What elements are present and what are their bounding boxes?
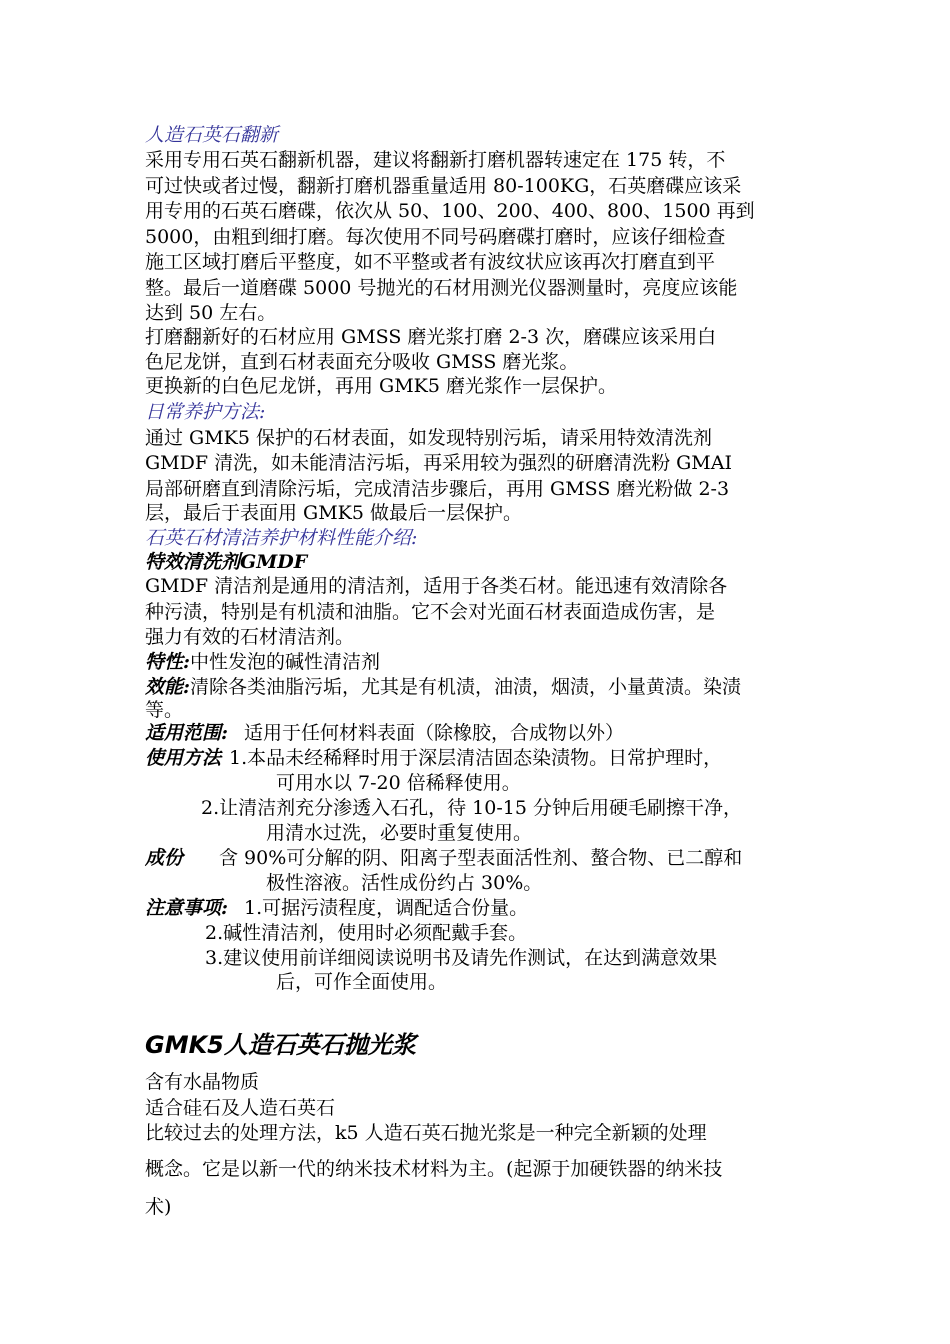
paragraph-line: 比较过去的处理方法，k5 人造石英石抛光浆是一种完全新颖的处理 (145, 1122, 707, 1144)
notes-label: 注意事项: (145, 897, 229, 919)
section-heading-materials: 石英石材清洁养护材料性能介绍: (145, 527, 418, 549)
paragraph-line: 采用专用石英石翻新机器，建议将翻新打磨机器转速定在 175 转，不 (145, 149, 726, 171)
paragraph-line: 层，最后于表面用 GMK5 做最后一层保护。 (145, 502, 522, 524)
paragraph-line: GMDF 清洗，如未能清洁污垢，再采用较为强烈的研磨清洗粉 GMAI (145, 452, 732, 474)
note-1: 1.可据污渍程度，调配适合份量。 (244, 897, 529, 919)
usage-step-2: 2.让清洁剂充分渗透入石孔，待 10-15 分钟后用硬毛刷擦干净， (201, 797, 742, 819)
composition-label: 成份 (145, 847, 184, 869)
paragraph-line: 含有水晶物质 (145, 1071, 260, 1093)
paragraph-line: 用专用的石英石磨碟，依次从 50、100、200、400、800、1500 再到 (145, 200, 755, 222)
effect-row (145, 675, 741, 699)
paragraph-line: 施工区域打磨后平整度，如不平整或者有波纹状应该再次打磨直到平 (145, 251, 716, 273)
section-heading-daily-care: 日常养护方法: (145, 401, 266, 423)
paragraph-line: 5000，由粗到细打磨。每次使用不同号码磨碟打磨时，应该仔细检查 (145, 226, 726, 248)
paragraph-line: 可过快或者过慢，翻新打磨机器重量适用 80-100KG，石英磨碟应该采 (145, 175, 742, 197)
composition-text: 含 90%可分解的阴、阳离子型表面活性剂、螯合物、已二醇和 (219, 847, 743, 869)
effect-text-continued: 等。 (145, 699, 184, 721)
paragraph-line: 适合硅石及人造石英石 (145, 1097, 336, 1119)
paragraph-line: 强力有效的石材清洁剂。 (145, 626, 355, 648)
scope-row (145, 721, 624, 745)
paragraph-line: 色尼龙饼，直到石材表面充分吸收 GMSS 磨光浆。 (145, 351, 579, 373)
composition-row (145, 846, 742, 870)
note-2: 2.碱性清洁剂，使用时必须配戴手套。 (205, 922, 528, 944)
product-title-gmdf: 特效清洗剂GMDF (145, 551, 308, 573)
paragraph-line: 打磨翻新好的石材应用 GMSS 磨光浆打磨 2-3 次，磨碟应该采用白 (145, 326, 717, 348)
paragraph-line: 术) (145, 1196, 172, 1218)
composition-text-continued: 极性溶液。活性成份约占 30%。 (266, 872, 543, 894)
usage-step-1-continued: 可用水以 7-20 倍稀释使用。 (276, 772, 521, 794)
paragraph-line: 整。最后一道磨碟 5000 号抛光的石材用测光仪器测量时，亮度应该能 (145, 277, 738, 299)
feature-label: 特性: (145, 651, 191, 673)
section-heading-gmk5: GMK5人造石英石抛光浆 (145, 1031, 416, 1059)
paragraph-line: 种污渍，特别是有机渍和油脂。它不会对光面石材表面造成伤害，是 (145, 601, 716, 623)
usage-row (145, 746, 722, 770)
effect-label: 效能: (145, 676, 191, 698)
scope-label: 适用范围: (145, 722, 229, 744)
paragraph-line: 局部研磨直到清除污垢，完成清洁步骤后，再用 GMSS 磨光粉做 2-3 (145, 478, 730, 500)
usage-label: 使用方法 (145, 747, 222, 769)
feature-text: 中性发泡的碱性清洁剂 (190, 651, 381, 673)
paragraph-line: 更换新的白色尼龙饼，再用 GMK5 磨光浆作一层保护。 (145, 375, 617, 397)
usage-step-2-continued: 用清水过洗，必要时重复使用。 (266, 822, 533, 844)
effect-text: 清除各类油脂污垢，尤其是有机渍，油渍，烟渍，小量黄渍。染渍 (190, 676, 742, 698)
feature-row (145, 650, 380, 674)
section-heading-renovation: 人造石英石翻新 (145, 124, 279, 146)
paragraph-line: 达到 50 左右。 (145, 302, 277, 324)
paragraph-line: 概念。它是以新一代的纳米技术材料为主。(起源于加硬铁器的纳米技 (145, 1158, 723, 1180)
note-3: 3.建议使用前详细阅读说明书及请先作测试，在达到满意效果 (205, 947, 718, 969)
paragraph-line: GMDF 清洁剂是通用的清洁剂，适用于各类石材。能迅速有效清除各 (145, 575, 728, 597)
notes-row (145, 896, 528, 920)
scope-text: 适用于任何材料表面（除橡胶，合成物以外） (244, 722, 625, 744)
usage-step-1: 1.本品未经稀释时用于深层清洁固态染渍物。日常护理时， (229, 747, 723, 769)
paragraph-line: 通过 GMK5 保护的石材表面，如发现特别污垢，请采用特效清洗剂 (145, 427, 712, 449)
note-3-continued: 后，可作全面使用。 (276, 971, 448, 993)
